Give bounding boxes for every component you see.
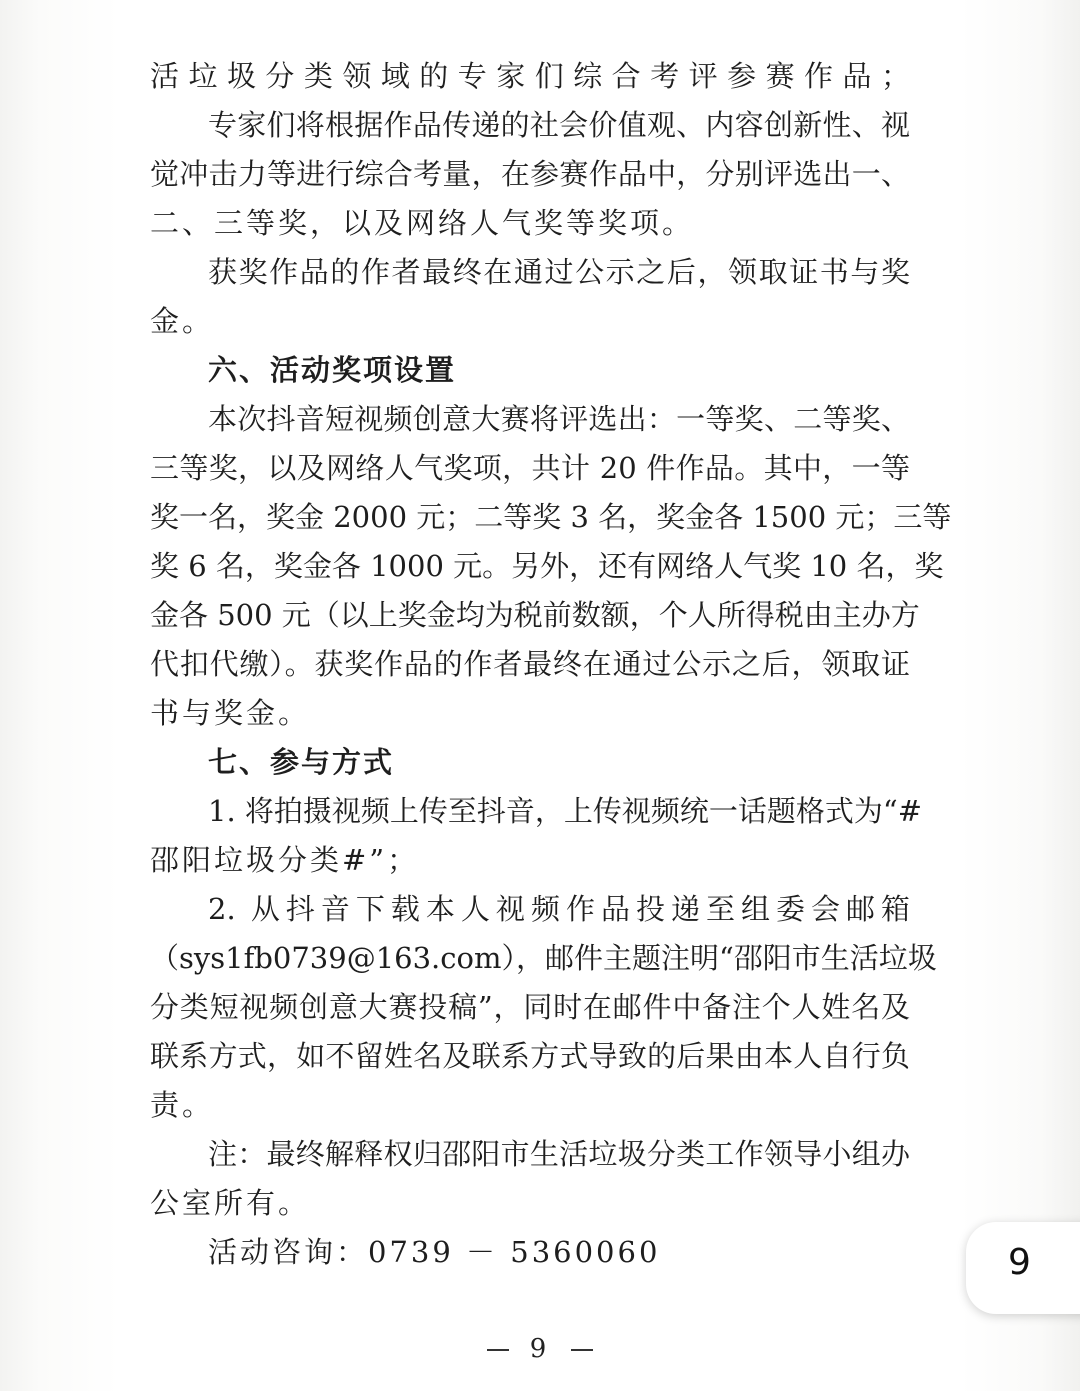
paragraph-line: 2. 从抖音下载本人视频作品投递至组委会邮箱 xyxy=(208,892,910,926)
footer-page-number: 9 xyxy=(529,1334,551,1364)
note-line: 公室所有。 xyxy=(150,1186,311,1220)
paragraph-line: 1. 将拍摄视频上传至抖音，上传视频统一话题格式为“# xyxy=(208,794,923,828)
paragraph-line: 专家们将根据作品传递的社会价值观、内容创新性、视 xyxy=(208,108,910,142)
paragraph-line: 三等奖，以及网络人气奖项，共计 20 件作品。其中，一等 xyxy=(150,451,910,485)
paragraph-line: 邵阳垃圾分类#”； xyxy=(150,843,420,877)
paragraph-line: 联系方式，如不留姓名及联系方式导致的后果由本人自行负 xyxy=(150,1039,910,1073)
paragraph-line: 本次抖音短视频创意大赛将评选出：一等奖、二等奖、 xyxy=(208,402,910,436)
paragraph-line: 书与奖金。 xyxy=(150,696,311,730)
paragraph-line: 分类短视频创意大赛投稿”，同时在邮件中备注个人姓名及 xyxy=(150,990,910,1024)
section-heading-participation: 七、参与方式 xyxy=(208,745,395,779)
document-body xyxy=(150,52,952,1277)
footer-dash-left xyxy=(487,1349,509,1351)
paragraph-line: 奖一名，奖金 2000 元；二等奖 3 名，奖金各 1500 元；三等 xyxy=(150,500,952,534)
paragraph-line: 代扣代缴）。获奖作品的作者最终在通过公示之后，领取证 xyxy=(150,647,910,681)
section-heading-awards: 六、活动奖项设置 xyxy=(208,353,457,387)
paragraph-line: 获奖作品的作者最终在通过公示之后，领取证书与奖 xyxy=(208,255,910,289)
paragraph-line: 活垃圾分类领域的专家们综合考评参赛作品； xyxy=(150,59,910,93)
note-line: 注：最终解释权归邵阳市生活垃圾分类工作领导小组办 xyxy=(208,1137,910,1171)
paragraph-line: 金。 xyxy=(150,304,215,338)
paragraph-line: 责。 xyxy=(150,1088,215,1122)
page-number-badge-label: 9 xyxy=(1008,1242,1031,1283)
page-footer xyxy=(0,1334,1080,1364)
paragraph-line: 金各 500 元（以上奖金均为税前数额，个人所得税由主办方 xyxy=(150,598,920,632)
paragraph-line: （sys1fb0739@163.com），邮件主题注明“邵阳市生活垃圾 xyxy=(150,941,937,975)
paragraph-line: 二、三等奖，以及网络人气奖等奖项。 xyxy=(150,206,695,240)
contact-line: 活动咨询：0739 － 5360060 xyxy=(208,1235,661,1269)
paragraph-line: 觉冲击力等进行综合考量，在参赛作品中，分别评选出一、 xyxy=(150,157,910,191)
paragraph-line: 奖 6 名，奖金各 1000 元。另外，还有网络人气奖 10 名，奖 xyxy=(150,549,944,583)
footer-dash-right xyxy=(571,1349,593,1351)
